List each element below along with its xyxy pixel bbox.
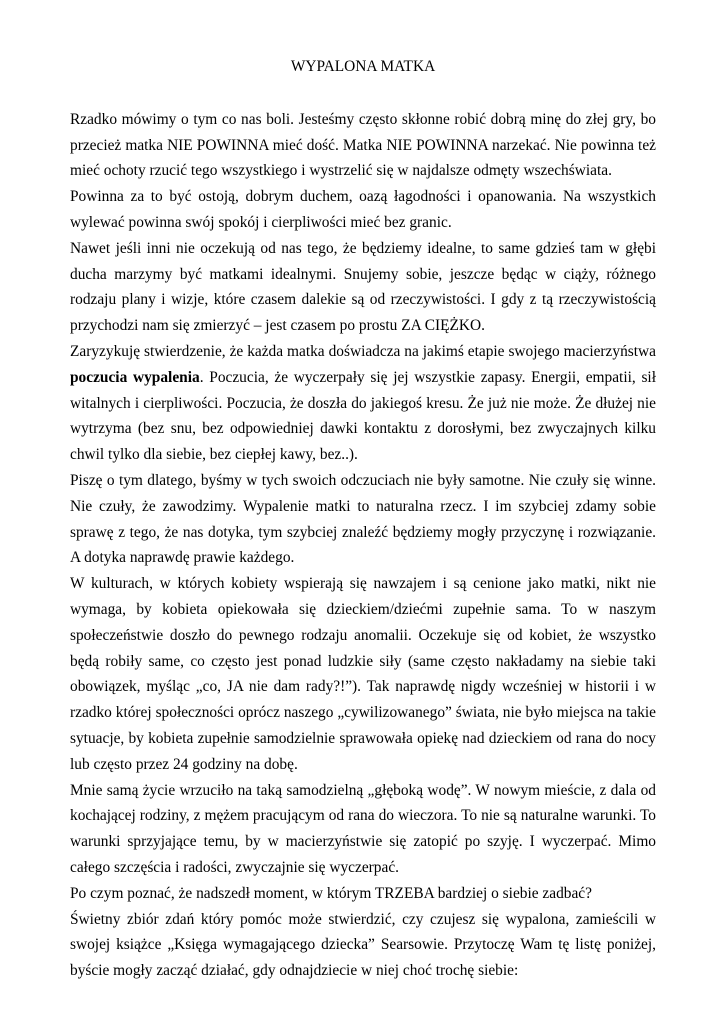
paragraph-9: Świetny zbiór zdań który pomóc może stwierdzić, czy czujesz się wypalona, zamieścili w swojej książce „Księga wymagającego dziecka” Searsowie. Przytoczę Wam tę listę poniżej, byście mogły zacząć działać, gdy odnajdziecie w niej choć trochę siebie: (70, 910, 656, 980)
paragraph-4-text-start: Zaryzykuję stwierdzenie, że każda matka doświadcza na jakimś etapie swojego macierzyństwa (70, 342, 656, 360)
paragraph-6: W kulturach, w których kobiety wspierają się nawzajem i są cenione jako matki, nikt nie wymaga, by kobieta opiekowała się dzieckiem/dziećmi zupełnie sama. To w naszym społeczeństwie doszło do pewnego rodzaju anomalii. Oczekuje się od kobiet, że wszystko będą robiły same, co często jest ponad ludzkie siły (same często nakładamy na siebie taki obowiązek, myśląc „co, JA nie dam rady?!”). Tak naprawdę nigdy wcześniej w historii i w rzadko której społeczności oprócz naszego „cywilizowanego” świata, nie było miejsca na takie sytuacje, by kobieta zupełnie samodzielnie sprawowała opiekę nad dzieckiem od rana do nocy lub często przez 24 godziny na dobę. (70, 575, 656, 773)
paragraph-1: Rzadko mówimy o tym co nas boli. Jesteśmy często skłonne robić dobrą minę do złej gry, bo przecież matka NIE POWINNA mieć dość. Matka NIE POWINNA narzekać. Nie powinna też mieć ochoty rzucić tego wszystkiego i wystrzelić się w najdalsze odmęty wszechświata. (70, 110, 656, 180)
paragraph-2: Powinna za to być ostoją, dobrym duchem, oazą łagodności i opanowania. Na wszystkich wylewać powinna swój spokój i cierpliwości mieć bez granic. (70, 188, 656, 231)
paragraph-4-text-end: . Poczucia, że wyczerpały się jej wszystkie zapasy. Energii, empatii, sił witalnych i cierpliwości. Poczucia, że doszła do jakiegoś kresu. Że już nie może. Że dłużej nie wytrzyma (bez snu, bez odpowiedniej dawki kontaktu z dorosłymi, bez zwyczajnych kilku chwil tylko dla siebie, bez ciepłej kawy, bez..). (70, 368, 656, 464)
paragraph-3: Nawet jeśli inni nie oczekują od nas tego, że będziemy idealne, to same gdzieś tam w głębi ducha marzymy być matkami idealnymi. Snujemy sobie, jeszcze będąc w ciąży, różnego rodzaju plany i wizje, które czasem dalekie są od rzeczywistości. I gdy z tą rzeczywistością przychodzi nam się zmierzyć – jest czasem po prostu ZA CIĘŻKO. (70, 239, 656, 335)
document-title: WYPALONA MATKA (290, 58, 436, 75)
document-page (70, 54, 656, 984)
paragraph-4-bold-phrase: poczucia wypalenia (70, 368, 200, 386)
paragraph-4 (70, 339, 656, 468)
paragraph-5: Piszę o tym dlatego, byśmy w tych swoich odczuciach nie były samotne. Nie czuły się winne. Nie czuły, że zawodzimy. Wypalenie matki to naturalna rzecz. I im szybciej zdamy sobie sprawę z tego, że nas dotyka, tym szybciej znaleźć będziemy mogły przyczynę i rozwiązanie. A dotyka naprawdę prawie każdego. (70, 471, 656, 567)
paragraph-8: Po czym poznać, że nadszedł moment, w którym TRZEBA bardziej o siebie zadbać? (70, 884, 592, 902)
paragraph-7: Mnie samą życie wrzuciło na taką samodzielną „głęboką wodę”. W nowym mieście, z dala od kochającej rodziny, z mężem pracującym od rana do wieczora. To nie są naturalne warunki. To warunki sprzyjające temu, by w macierzyństwie się zatopić po szyję. I wyczerpać. Mimo całego szczęścia i radości, zwyczajnie się wyczerpać. (70, 781, 656, 876)
